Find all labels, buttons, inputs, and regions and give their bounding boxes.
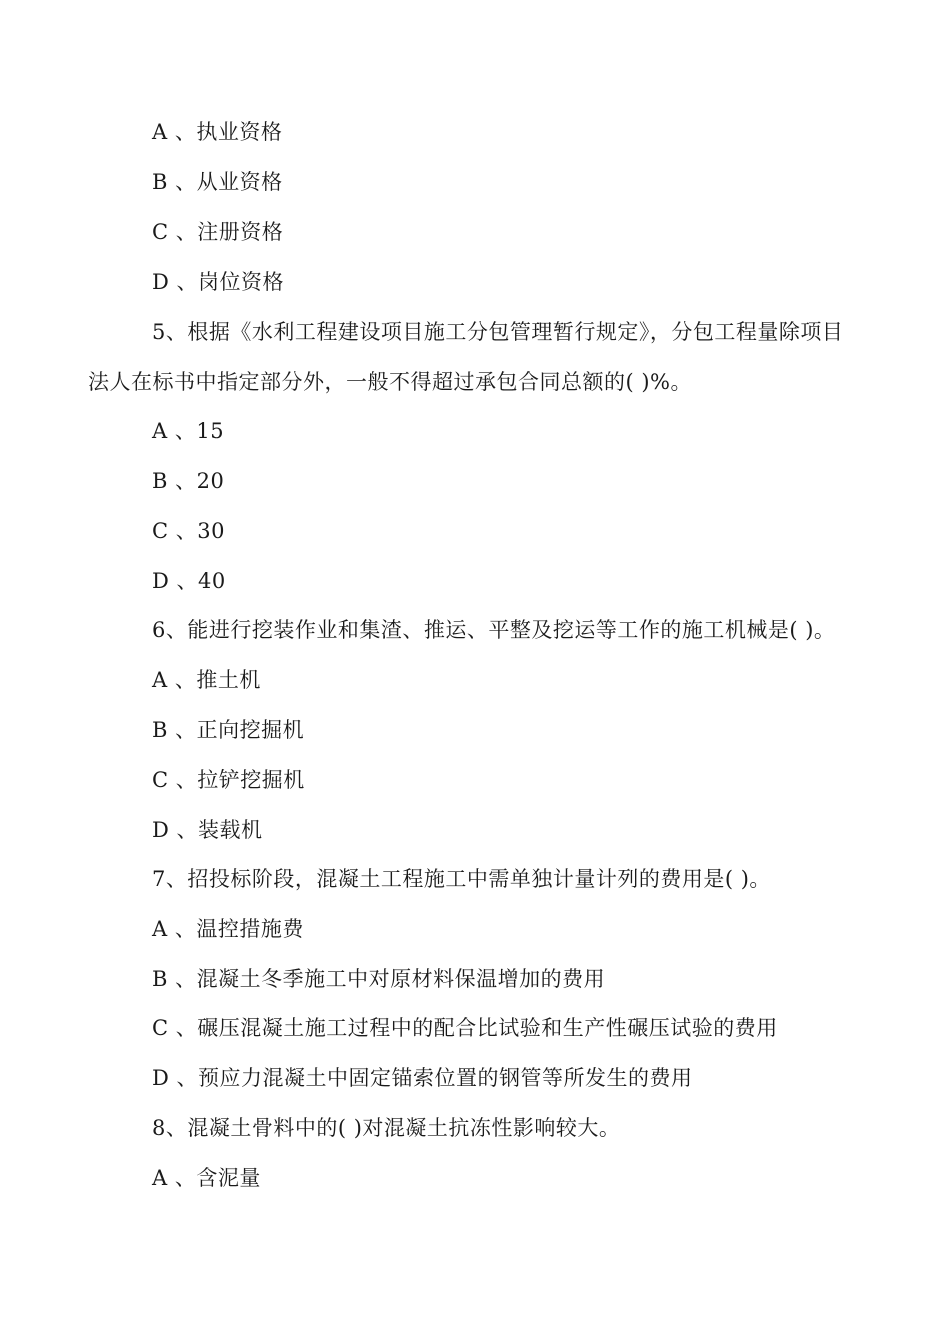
option-text: C 、碾压混凝土施工过程中的配合比试验和生产性碾压试验的费用	[152, 1016, 778, 1040]
option-text: A 、15	[152, 419, 225, 443]
question-text: 8、混凝土骨料中的( )对混凝土抗冻性影响较大。	[152, 1116, 621, 1140]
option-text: B 、20	[152, 469, 225, 493]
option-text: D 、40	[152, 569, 226, 593]
option-text: D 、岗位资格	[152, 270, 285, 294]
option-text: A 、执业资格	[152, 120, 283, 144]
option-text: D 、装载机	[152, 818, 263, 842]
option-text: B 、正向挖掘机	[152, 718, 305, 742]
question-text: 5、根据《水利工程建设项目施工分包管理暂行规定》，分包工程量除项目	[152, 320, 844, 344]
option-text: A 、温控措施费	[152, 917, 304, 941]
option-text: A 、含泥量	[152, 1166, 261, 1190]
question-text: 6、能进行挖装作业和集渣、推运、平整及挖运等工作的施工机械是( )。	[152, 618, 836, 642]
question-text-continued: 法人在标书中指定部分外，一般不得超过承包合同总额的( )%。	[88, 370, 693, 394]
option-text: C 、注册资格	[152, 220, 284, 244]
option-text: C 、30	[152, 519, 225, 543]
option-text: D 、预应力混凝土中固定锚索位置的钢管等所发生的费用	[152, 1066, 693, 1090]
option-text: B 、从业资格	[152, 170, 283, 194]
question-text: 7、招投标阶段，混凝土工程施工中需单独计量计列的费用是( )。	[152, 867, 771, 891]
option-text: C 、拉铲挖掘机	[152, 768, 305, 792]
option-text: B 、混凝土冬季施工中对原材料保温增加的费用	[152, 967, 606, 991]
option-text: A 、推土机	[152, 668, 261, 692]
